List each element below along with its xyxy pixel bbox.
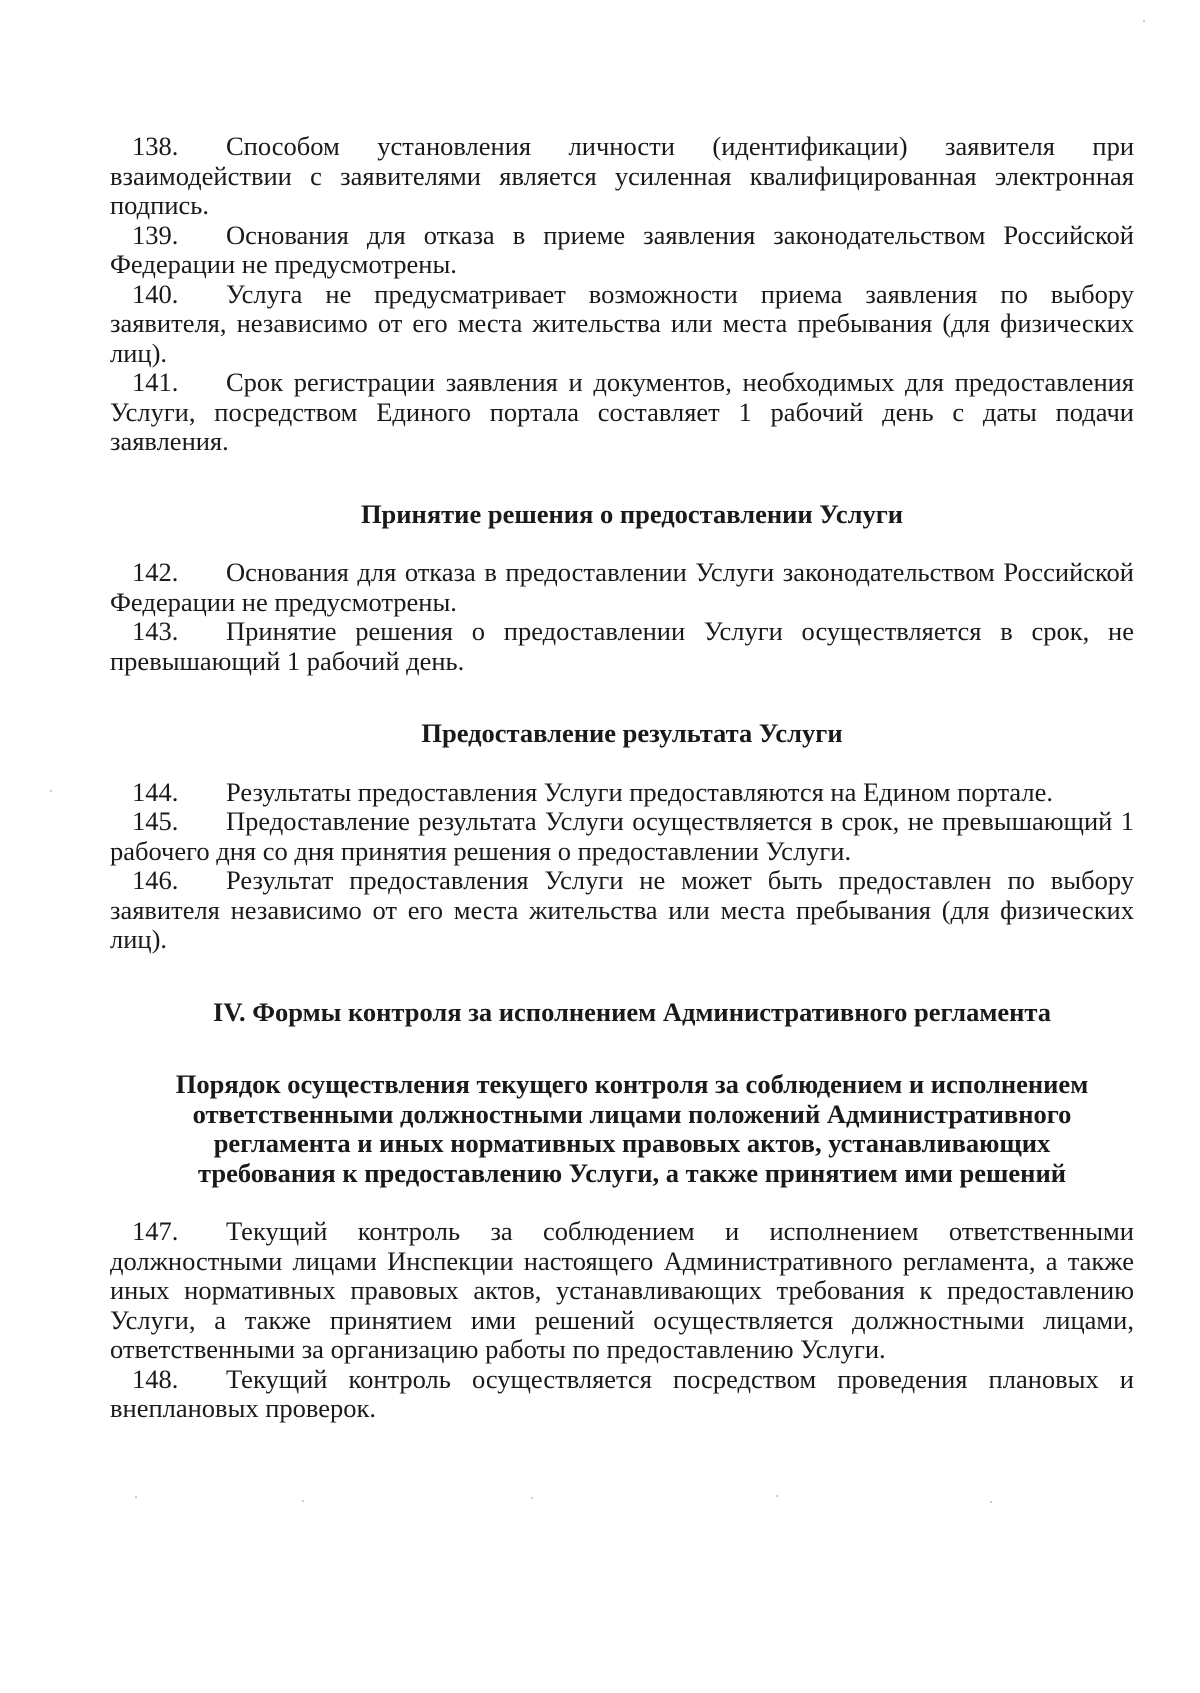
paragraph-text: Услуга не предусматривает возможности приема заявления по выбору заявителя, независимо от его места жительства или места пребывания (для физических лиц). [110, 278, 1134, 368]
paragraph-number: 139. [132, 219, 179, 250]
paragraph-145 [110, 807, 1134, 866]
paragraph-146 [110, 866, 1134, 955]
section-heading-control-procedure [110, 1070, 1134, 1188]
paragraph-number: 148. [132, 1363, 179, 1394]
scan-speck [990, 1501, 992, 1503]
paragraph-139 [110, 221, 1134, 280]
heading-line: требования к предоставлению Услуги, а также принятием ими решений [198, 1157, 1066, 1188]
paragraph-148 [110, 1365, 1134, 1424]
paragraph-text: Основания для отказа в предоставлении Услуги законодательством Российской Федерации не предусмотрены. [110, 557, 1134, 617]
paragraph-number: 141. [132, 367, 179, 397]
scan-speck [135, 1496, 137, 1498]
paragraph-140 [110, 280, 1134, 369]
document-page [110, 132, 1134, 1424]
paragraph-text: Результат предоставления Услуги не может быть предоставлен по выбору заявителя независимо от его места жительства или места пребывания (для физических лиц). [110, 865, 1134, 954]
scan-speck [776, 1495, 778, 1497]
paragraph-text: Текущий контроль осуществляется посредством проведения плановых и внеплановых проверок. [110, 1363, 1134, 1423]
paragraph-147 [110, 1217, 1134, 1365]
paragraph-142 [110, 558, 1134, 617]
scan-speck [1143, 20, 1145, 22]
section-heading-decision: Принятие решения о предоставлении Услуги [360, 498, 904, 529]
scan-speck [50, 790, 52, 792]
paragraph-text: Принятие решения о предоставлении Услуги осуществляется в срок, не превышающий 1 рабочий день. [110, 616, 1134, 676]
heading-line: регламента и иных нормативных правовых актов, устанавливающих [213, 1128, 1051, 1158]
paragraph-text: Срок регистрации заявления и документов, необходимых для предоставления Услуги, посредством Единого портала составляет 1 рабочий день с даты подачи заявления. [110, 367, 1134, 456]
paragraph-144 [110, 778, 1134, 808]
paragraph-138 [110, 132, 1134, 221]
scan-speck [302, 1500, 304, 1502]
paragraph-number: 145. [132, 806, 179, 836]
paragraph-text: Способом установления личности (идентификации) заявителя при взаимодействии с заявителями является усиленная квалифицированная электронная подпись. [110, 131, 1134, 220]
paragraph-number: 142. [132, 557, 179, 587]
chapter-heading-iv: IV. Формы контроля за исполнением Административного регламента [213, 996, 1051, 1027]
paragraph-text: Текущий контроль за соблюдением и исполнением ответственными должностными лицами Инспекции настоящего Административного регламента, а также иных нормативных правовых актов, устанавливающих требования к предоставлению Услуги, а также принятием ими решений осуществляется должностными лицами, ответственными за организацию работы по предоставлению Услуги. [110, 1216, 1134, 1364]
paragraph-141 [110, 368, 1134, 457]
paragraph-143 [110, 617, 1134, 676]
scan-speck [531, 1497, 533, 1499]
paragraph-text: Основания для отказа в приеме заявления законодательством Российской Федерации не предусмотрены. [110, 219, 1134, 279]
paragraph-number: 140. [132, 278, 179, 309]
paragraph-number: 143. [132, 616, 179, 646]
paragraph-number: 138. [132, 131, 179, 161]
heading-line: Порядок осуществления текущего контроля за соблюдением и исполнением [175, 1069, 1089, 1099]
paragraph-number: 144. [132, 776, 179, 807]
section-heading-result: Предоставление результата Услуги [421, 718, 843, 748]
paragraph-number: 147. [132, 1216, 179, 1246]
paragraph-text: Результаты предоставления Услуги предоставляются на Едином портале. [226, 776, 1053, 807]
paragraph-text: Предоставление результата Услуги осуществляется в срок, не превышающий 1 рабочего дня со дня принятия решения о предоставлении Услуги. [110, 806, 1134, 866]
heading-line: ответственными должностными лицами положений Административного [192, 1098, 1072, 1129]
paragraph-number: 146. [132, 865, 179, 895]
